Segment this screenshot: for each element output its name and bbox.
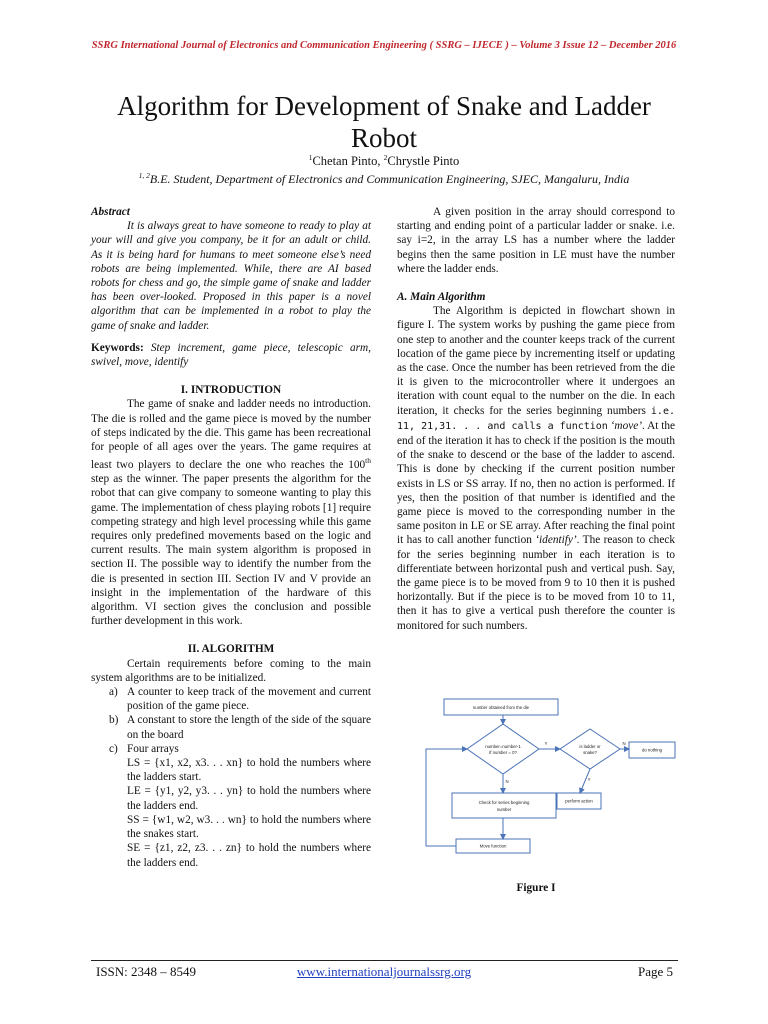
array-definition: SE = {z1, z2, z3. . . zn} to hold the numbers where the ladders end.: [127, 842, 371, 869]
flowchart-check-series-box: [452, 793, 556, 818]
flowchart-decision-count: [467, 724, 539, 774]
affiliation-text: B.E. Student, Department of Electronics and Communication Engineering, SJEC, Mangaluru, India: [149, 172, 630, 186]
introduction-paragraph: [91, 397, 371, 628]
left-column: [91, 205, 371, 870]
flowchart-decision-count-label-2: If number = 0?: [489, 750, 517, 755]
introduction-text-b: step as the winner. The paper presents the algorithm for the robot that can give company to someone wanting to play this game. The implementation of chess playing robots [1] require competing strategy and high level processing while this game requires only predefined movements based on the logic and current results. The main system algorithm is proposed in section II. The possible way to identify the number from the die is presented in section III. Section IV and V provide an insight in the implementation of the hardware of this algorithm. VI section gives the conclusion and possible further development in this work.: [91, 473, 371, 628]
main-algorithm-paragraph: [397, 304, 675, 633]
author2-superscript: 2: [383, 153, 388, 162]
author-1: Chetan Pinto,: [312, 154, 384, 169]
main-algorithm-text-b: . At the end of the iteration it has to check if the position is the mouth of the snake to descend or the base of the ladder to ascend. This is done by checking if the current position number exists in LS or SS array. If no, then no action is performed. If yes, then the position of that number is identified and the game piece is moved to the corresponding number in the same positon in LE or SE array. After reaching the final point it has to call another function: [397, 419, 676, 547]
flowchart-no-label: N: [622, 741, 626, 746]
main-algorithm-mono-text: i.e. 11, 21,31. . . and calls a function: [397, 405, 675, 432]
flowchart-no-label-2: N: [505, 779, 509, 784]
array-definition: SS = {w1, w2, w3. . . wn} to hold the numbers where the snakes start.: [127, 813, 371, 841]
flowchart-start-label: number obtained from the die: [472, 705, 530, 710]
abstract-text: It is always great to have someone to ready to play at your will and give you company, be it for an adult or child. As it is being hard for humans to meet someone else’s need robots are being implemented. While, there are AI based robots for chess and go, the simple game of snake and ladder has been over-looked. Proposed in this paper is a novel algorithm that can be implemented in a robot to play the game of snake and ladder.: [91, 220, 371, 332]
function-move: ‘move’: [607, 419, 643, 432]
introduction-text-a: The game of snake and ladder needs no introduction. The die is rolled and the game piece is moved by the number of steps indicated by the die. This game has been recreational for people of all ages over the years. The game requires at least two players to declare the one who reaches the 100: [91, 398, 371, 472]
keywords: [91, 341, 371, 369]
list-item-text: A counter to keep track of the movement and current position of the game piece.: [127, 686, 371, 713]
section-heading-algorithm: II. ALGORITHM: [187, 643, 275, 656]
flowchart-decision-count-label: number=number-1: [485, 744, 521, 749]
function-identify: ‘identify’: [535, 534, 577, 547]
author-2: Chrystle Pinto: [387, 154, 460, 169]
flowchart-decision-ladder-label-2: snake?: [583, 750, 597, 755]
journal-header: SSRG International Journal of Electronics and Communication Engineering ( SSRG – IJECE ) – Volume 3 Issue 12 – December 2016: [91, 40, 677, 51]
flowchart-yes-label: Y: [544, 741, 548, 746]
requirements-list: [91, 685, 371, 870]
author1-superscript: 1: [308, 153, 313, 162]
flowchart-figure: [408, 693, 684, 875]
list-item-text: A constant to store the length of the side of the square on the board: [127, 714, 371, 741]
abstract-heading: Abstract: [91, 206, 130, 218]
keywords-text: Step increment, game piece, telescopic arm, swivel, move, identify: [91, 341, 371, 369]
list-marker: c): [109, 742, 118, 755]
keywords-label: Keywords:: [91, 341, 144, 354]
figure-caption: Figure I: [516, 882, 556, 894]
algorithm-intro: Certain requirements before coming to the main system algorithms are to be initialized.: [91, 657, 371, 684]
flowchart-perform-action-label: perform action: [565, 798, 593, 804]
array-definition: LE = {y1, y2, y3. . . yn} to hold the numbers where the ladders end.: [127, 785, 371, 812]
authors: [0, 153, 768, 169]
list-item: [91, 742, 371, 756]
footer-website-link[interactable]: www.internationaljournalssrg.org: [296, 964, 472, 979]
array-correspondence-paragraph: A given position in the array should correspond to starting and ending point of a particular ladder or snake. i.e. say i=2, in the array LS has a number where the ladder begins then the same position in LE must have the number where the ladder ends.: [397, 206, 675, 275]
footer-issn: ISSN: 2348 – 8549: [96, 964, 197, 979]
list-item: [91, 685, 371, 713]
main-algorithm-text-a: The Algorithm is depicted in flowchart shown in figure I. The system works by pushing the game piece from one step to another and the counter keeps track of the current location of the game piece by incrementing itself or updating as the case. Once the number has been retrieved from the die it is given to the microcontroller where it undergoes an iteration with count equal to the number on the die. In each iteration, it checks for the series beginning numbers: [397, 305, 675, 417]
flowchart-yes-label-2: Y: [587, 777, 591, 782]
list-marker: b): [109, 714, 119, 727]
affiliation: [0, 171, 768, 187]
flowchart-decision-ladder-label: is ladder or: [579, 744, 601, 749]
flowchart-check-series-label-2: number: [496, 807, 512, 812]
subsection-heading-main-algorithm: A. Main Algorithm: [397, 291, 486, 304]
array-definition: LS = {x1, x2, x3. . . xn} to hold the numbers where the ladders start.: [127, 757, 371, 784]
paper-title: Algorithm for Development of Snake and Ladder Robot: [117, 91, 651, 153]
flowchart-move-label: Move function: [479, 843, 507, 849]
list-item: [91, 713, 371, 741]
main-algorithm-text-c: . The reason to check for the series beginning number in each iteration is to differentiate between horizontal push and vertical push. Say, the game piece is to be moved from 9 to 10 then it is pushed horizontally. But if the piece is to be moved from 10 to 11, then it has to give a vertical push therefore the counter is monitored for such numbers.: [397, 534, 675, 632]
flowchart-decision-ladder-snake: [560, 729, 620, 769]
footer-divider: [91, 960, 678, 961]
flowchart-do-nothing-label: do nothing: [641, 747, 663, 753]
footer-page-number: Page 5: [637, 964, 673, 979]
affiliation-superscript: 1, 2: [138, 171, 150, 180]
section-heading-introduction: I. INTRODUCTION: [180, 384, 282, 397]
flowchart-check-series-label: Check for series beginning: [478, 800, 530, 805]
right-column: [397, 205, 675, 633]
list-item-text: Four arrays: [127, 742, 179, 755]
introduction-superscript: th: [365, 456, 371, 466]
list-marker: a): [109, 686, 118, 699]
